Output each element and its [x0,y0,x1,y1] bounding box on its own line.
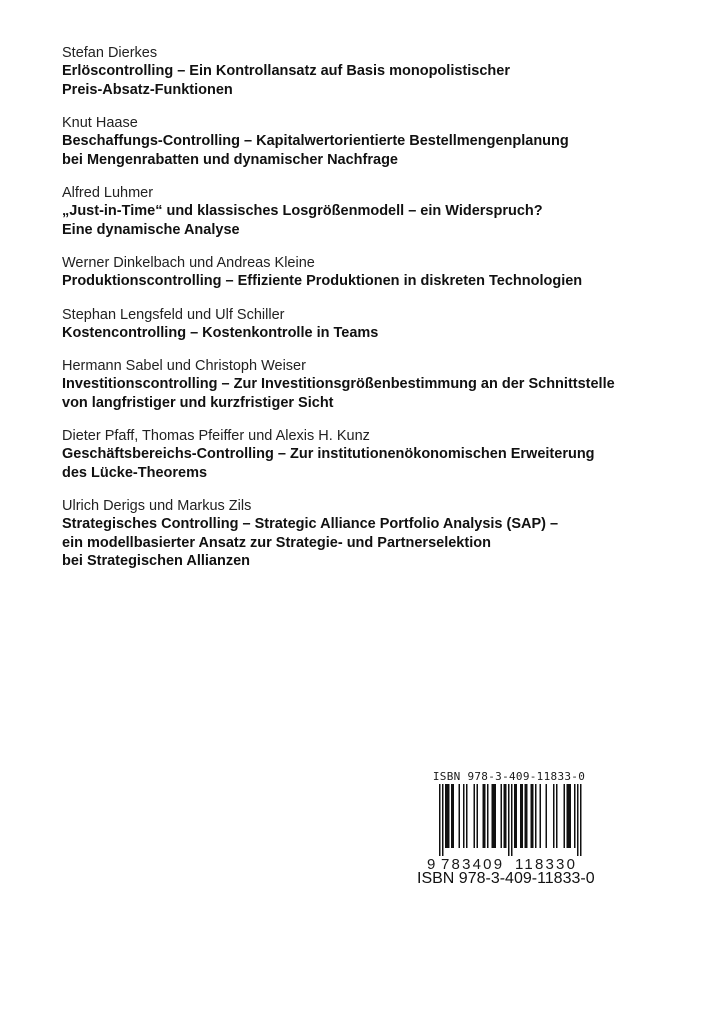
barcode-bar [439,784,441,856]
barcode-bar [445,784,447,848]
barcode-bar [442,784,444,856]
entry-title-line: von langfristiger und kurzfristiger Sicht [62,394,334,411]
barcode-isbn-label: ISBN 978-3-409-11833-0 [432,770,586,783]
barcode-bar [466,784,468,848]
entry-title-line: Preis-Absatz-Funktionen [62,81,233,98]
barcode-bar [492,784,494,848]
barcode-digit-group: 118330 [515,856,578,873]
entry-title-line: Strategisches Controlling – Strategic Alliance Portfolio Analysis (SAP) – [62,516,559,532]
entry-author: Alfred Luhmer [62,185,154,201]
isbn-text: ISBN 978-3-409-11833-0 [417,870,595,887]
entry-author: Knut Haase [62,115,138,131]
barcode-bar [546,784,548,848]
barcode-bars [427,784,591,856]
entry-title-line: Produktionscontrolling – Effiziente Produktionen in diskreten Technologien [62,273,583,289]
barcode-bar [526,784,528,848]
entry-author: Ulrich Derigs und Markus Zils [62,498,252,514]
barcode-bar [568,784,570,848]
entry-title-line: Geschäftsbereichs-Controlling – Zur institutionenökonomischen Erweiterung [62,446,595,462]
entry-title-line: Investitionscontrolling – Zur Investitionsgrößenbestimmung an der Schnittstelle [62,376,615,392]
contents-entry [62,254,682,291]
barcode-bar [463,784,465,848]
contents-entry [62,357,682,412]
entry-title-line: Eine dynamische Analyse [62,221,240,238]
barcode-bar [553,784,555,848]
barcode-bar [525,784,527,848]
entry-title-line: Erlöscontrolling – Ein Kontrollansatz auf Basis monopolistischer [62,63,510,79]
barcode-bar [487,784,489,848]
barcode-bar [505,784,507,848]
barcode-bar [540,784,542,848]
contents-entry [62,114,682,169]
entry-author: Werner Dinkelbach und Andreas Kleine [62,255,315,271]
contents-entry [62,184,682,239]
entry-title-line: bei Strategischen Allianzen [62,553,251,569]
entry-title-line: „Just-in-Time“ und klassisches Losgrößenmodell – ein Widerspruch? [62,203,543,219]
barcode-bar [520,784,522,848]
barcode-bar [483,784,485,848]
barcode-bar [511,784,513,856]
contents-entry [62,427,682,482]
barcode-bar [516,784,518,848]
entry-author: Hermann Sabel und Christoph Weiser [62,358,306,374]
barcode-bar [514,784,516,848]
barcode-bar [535,784,537,848]
barcode-bar [580,784,582,856]
barcode-bar [493,784,495,848]
barcode-bar [508,784,510,856]
barcode-bar [447,784,449,848]
contents-entry [62,497,682,571]
barcode-bar [531,784,533,848]
barcode-digit-group: 9 [427,856,438,873]
contents-list [62,44,682,586]
barcode-bar [477,784,479,848]
barcode-bar [574,784,576,848]
barcode-bar [451,784,453,848]
barcode-bar [522,784,524,848]
barcode-digit-group: 783409 [441,856,505,873]
barcode-bar [556,784,558,848]
barcode-bar [453,784,455,848]
entry-author: Dieter Pfaff, Thomas Pfeiffer und Alexis H. Kunz [62,428,370,444]
entry-title-line: Beschaffungs-Controlling – Kapitalwertorientierte Bestellmengenplanung [62,133,569,149]
barcode-bar [484,784,486,848]
barcode-bar [532,784,534,848]
barcode-bar [570,784,572,848]
entry-title-line: ein modellbasierter Ansatz zur Strategie- und Partnerselektion [62,534,491,551]
barcode-bar [504,784,506,848]
barcode-bar [495,784,497,848]
contents-entry [62,44,682,99]
barcode-bar [567,784,569,848]
contents-entry [62,306,682,343]
entry-title-line: bei Mengenrabatten und dynamischer Nachfrage [62,151,398,168]
isbn-barcode [427,771,591,874]
barcode-bar [474,784,476,848]
barcode-bar [577,784,579,856]
entry-title-line: des Lücke-Theorems [62,464,208,481]
entry-author: Stephan Lengsfeld und Ulf Schiller [62,306,285,323]
barcode-bar [564,784,566,848]
barcode-bar [459,784,461,848]
barcode-bar [448,784,450,848]
entry-title-line: Kostencontrolling – Kostenkontrolle in Teams [62,324,379,341]
barcode-bar [501,784,503,848]
entry-author: Stefan Dierkes [62,45,158,61]
